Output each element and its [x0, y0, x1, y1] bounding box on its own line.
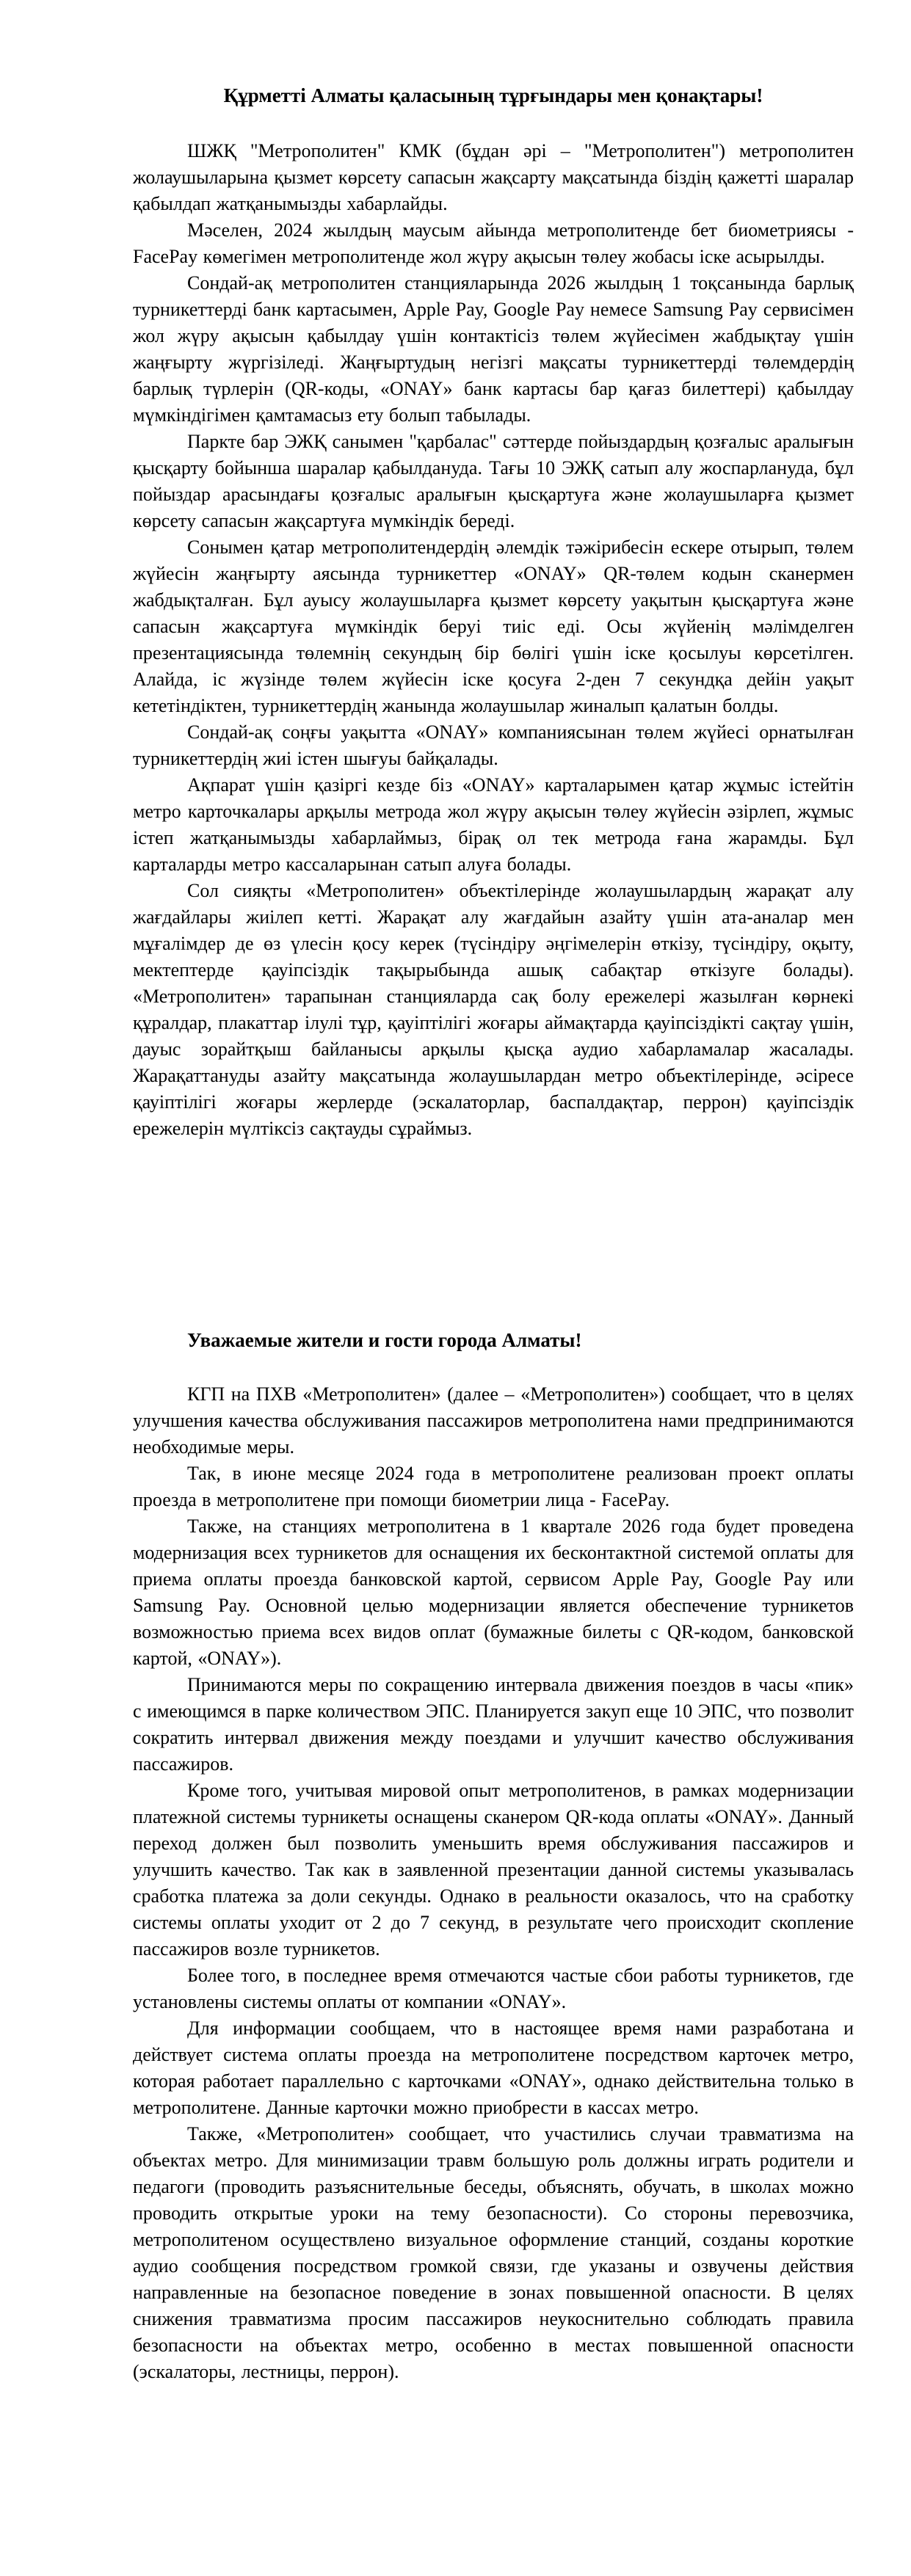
kazakh-paragraph: Сондай-ақ соңғы уақытта «ONAY» компаниясынан төлем жүйесі орнатылған турникеттердің жиі істен шығуы байқалады. [133, 721, 854, 769]
section-divider-whitespace [133, 1142, 854, 1327]
russian-section-title: Уважаемые жители и гости города Алматы! [187, 1329, 582, 1351]
kazakh-paragraph: Сол сияқты «Метрополитен» объектілерінде жолаушылардың жарақат алу жағдайлары жиілеп кетті. Жарақат алу жағдайын азайту үшін ата-аналар мен мұғалімдер де өз үлесін қосу керек (түсіндіру әңгімелерін өткізу, түсіндіру, оқыту, мектептерде қауіпсіздік тақырыбында ашық сабақтар өткізуге болады). «Метрополитен» тарапынан станцияларда сақ болу ережелері жазылған көрнекі құралдар, плакаттар ілулі тұр, қауіптілігі жоғары аймақтарда қауіпсіздікті сақтау үшін, дауыс зорайтқыш байланысы арқылы қысқа аудио хабарламалар жасалады. Жарақаттануды азайту мақсатында жолаушылардан метро объектілерінде, әсіресе қауіптілігі жоғары жерлерде (эскалаторлар, баспалдақтар, перрон) қауіпсіздік ережелерін мүлтіксіз сақтауды сұраймыз. [133, 880, 854, 1139]
russian-paragraph: Кроме того, учитывая мировой опыт метрополитенов, в рамках модернизации платежной системы турникеты оснащены сканером QR-кода оплаты «ONAY». Данный переход должен был позволить уменьшить время обслуживания пассажиров и улучшить качество. Так как в заявленной презентации данной системы указывалась сработка платежа за доли секунды. Однако в реальности оказалось, что на сработку системы оплаты уходит от 2 до 7 секунд, в результате чего происходит скопление пассажиров возле турникетов. [133, 1780, 854, 1960]
russian-paragraph: Также, «Метрополитен» сообщает, что участились случаи травматизма на объектах метро. Для минимизации травм большую роль должны играть родители и педагоги (проводить разъяснительные беседы, объяснять, обучать, в школах можно проводить открытые уроки на тему безопасности). Со стороны перевозчика, метрополитеном осуществлено визуальное оформление станций, созданы короткие аудио сообщения посредством громкой связи, где указаны и озвучены действия направленные на безопасное поведение в зонах повышенной опасности. В целях снижения травматизма просим пассажиров неукоснительно соблюдать правила безопасности на объектах метро, особенно в местах повышенной опасности (эскалаторы, лестницы, перрон). [133, 2123, 854, 2382]
russian-section [133, 1327, 854, 2385]
kazakh-paragraph: Сонымен қатар метрополитендердің әлемдік тәжірибесін ескере отырып, төлем жүйесін жаңғырту аясында турникеттер «ONAY» QR-төлем кодын сканермен жабдықталған. Бұл ауысу жолаушыларға қызмет көрсету уақытын қысқартуға және сапасын жақсартуға мүмкіндік беруі тиіс еді. Осы жүйенің мәлімделген презентациясында төлемнің секундың бір бөлігі үшін іске қосылуы көрсетілген. Алайда, іс жүзінде төлем жүйесін іске қосуға 2-ден 7 секундқа дейін уақыт кететіндіктен, турникеттердің жанында жолаушылар жиналып қалатын болды. [133, 536, 854, 716]
kazakh-paragraph: Паркте бар ЭЖҚ санымен "қарбалас" сәттерде пойыздардың қозғалыс аралығын қысқарту бойынша шаралар қабылдануда. Тағы 10 ЭЖҚ сатып алу жоспарлануда, бұл пойыздар арасындағы қозғалыс аралығын қысқартуға және жолаушыларға қызмет көрсету сапасын жақсартуға мүмкіндік береді. [133, 431, 854, 531]
kazakh-paragraph: Сондай-ақ метрополитен станцияларында 2026 жылдың 1 тоқсанында барлық турникеттерді банк картасымен, Apple Pay, Google Pay немесе Samsung Pay сервисімен жол жүру ақысын қабылдау үшін контактісіз төлем жүйесімен жабдықтау үшін жаңғырту жүргізіледі. Жаңғыртудың негізгі мақсаты турникеттерді төлемдердің барлық түрлерін (QR-коды, «ONAY» банк картасы бар қағаз билеттері) қабылдау мүмкіндігімен қамтамасыз ету болып табылады. [133, 272, 854, 426]
kazakh-section-title: Құрметті Алматы қаласының тұрғындары мен қонақтары! [223, 84, 763, 106]
russian-paragraph: Принимаются меры по сокращению интервала движения поездов в часы «пик» с имеющимся в парке количеством ЭПС. Планируется закуп еще 10 ЭПС, что позволит сократить интервал движения между поездами и улучшит качество обслуживания пассажиров. [133, 1674, 854, 1775]
kazakh-section [133, 82, 854, 1142]
kazakh-paragraph: ШЖҚ "Метрополитен" КМК (бұдан әрі – "Метрополитен") метрополитен жолаушыларына қызмет көрсету сапасын жақсарту мақсатында біздің қажетті шаралар қабылдап жатқанымызды хабарлайды. [133, 140, 854, 214]
russian-paragraph: Более того, в последнее время отмечаются частые сбои работы турникетов, где установлены системы оплаты от компании «ONAY». [133, 1965, 854, 2012]
russian-paragraph: КГП на ПХВ «Метрополитен» (далее – «Метрополитен») сообщает, что в целях улучшения качества обслуживания пассажиров метрополитена нами предпринимаются необходимые меры. [133, 1383, 854, 1458]
russian-paragraph: Так, в июне месяце 2024 года в метрополитене реализован проект оплаты проезда в метрополитене при помощи биометрии лица - FacePay. [133, 1463, 854, 1510]
kazakh-paragraph: Мәселен, 2024 жылдың маусым айында метрополитенде бет биометриясы - FacePay көмегімен метрополитенде жол жүру ақысын төлеу жобасы іске асырылды. [133, 219, 854, 267]
kazakh-paragraph: Ақпарат үшін қазіргі кезде біз «ONAY» карталарымен қатар жұмыс істейтін метро карточкалары арқылы метрода жол жүру ақысын төлеу жүйесін әзірлеп, жұмыс істеп жатқанымызды хабарлаймыз, бірақ ол тек метрода ғана жарамды. Бұл карталарды метро кассаларынан сатып алуға болады. [133, 774, 854, 875]
russian-paragraph: Для информации сообщаем, что в настоящее время нами разработана и действует система оплаты проезда на метрополитене посредством карточек метро, которая работает параллельно с карточками «ONAY», однако действительна только в метрополитене. Данные карточки можно приобрести в кассах метро. [133, 2017, 854, 2118]
russian-paragraph: Также, на станциях метрополитена в 1 квартале 2026 года будет проведена модернизация всех турникетов для оснащения их бесконтактной системой оплаты для приема оплаты проезда банковской картой, сервисом Apple Pay, Google Pay или Samsung Pay. Основной целью модернизации является обеспечение турникетов возможностью приема всех видов оплат (бумажные билеты с QR-кодом, банковской картой, «ONAY»). [133, 1516, 854, 1669]
